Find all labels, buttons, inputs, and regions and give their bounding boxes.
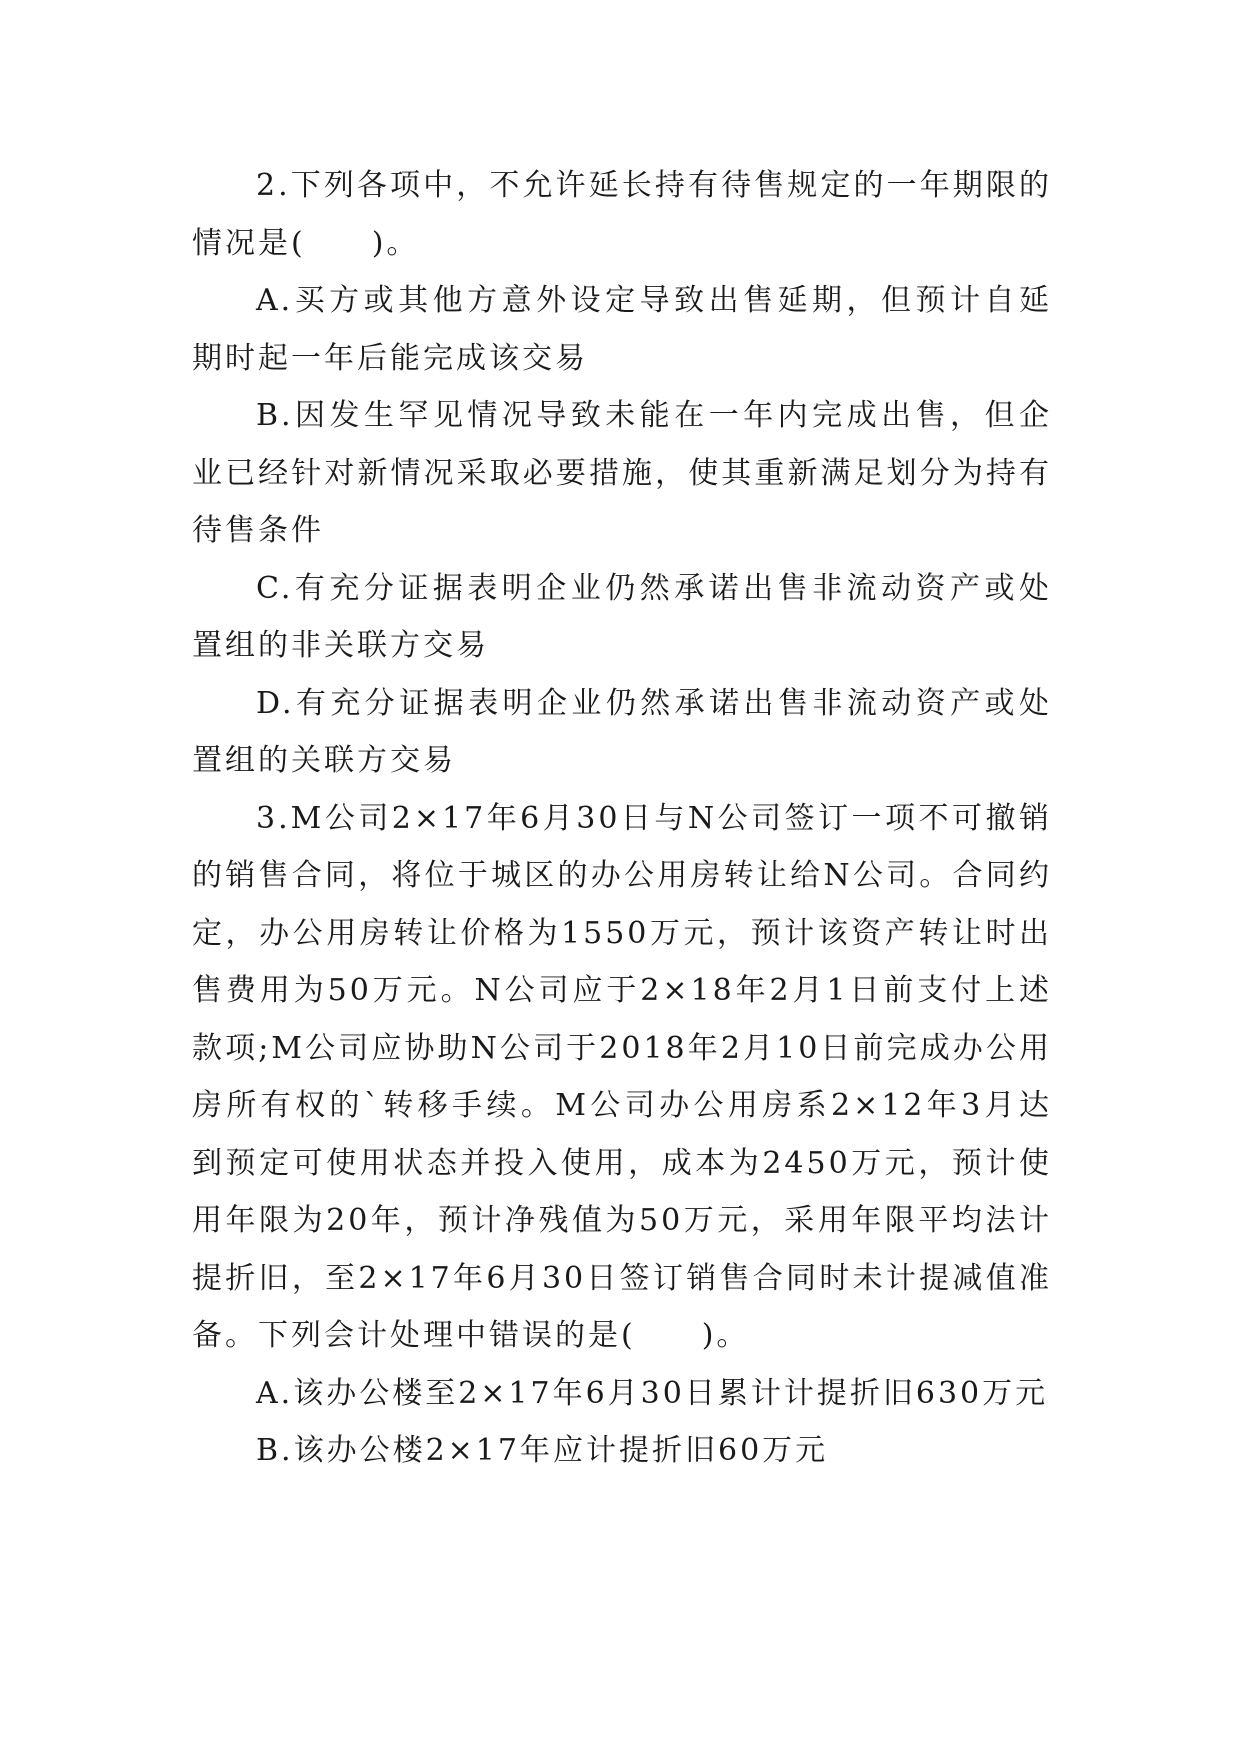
question-2-option-a: A.买方或其他方意外设定导致出售延期，但预计自延期时起一年后能完成该交易 [192, 283, 1052, 376]
question-3-option-b: B.该办公楼2×17年应计提折旧60万元 [256, 1433, 829, 1468]
question-2-option-b: B.因发生罕见情况导致未能在一年内完成出售，但企业已经针对新情况采取必要措施，使其重新满足划分为持有待售条件 [192, 398, 1052, 548]
question-2-option-d: D.有充分证据表明企业仍然承诺出售非流动资产或处置组的关联方交易 [192, 685, 1052, 778]
question-3-option-a: A.该办公楼至2×17年6月30日累计计提折旧630万元 [256, 1375, 1049, 1411]
question-3-stem: 3.M公司2×17年6月30日与N公司签订一项不可撤销的销售合同，将位于城区的办公用房转让给N公司。合同约定，办公用房转让价格为1550万元，预计该资产转让时出售费用为50万元。N公司应于2×18年2月1日前支付上述款项;M公司应协助N公司于2018年2月10日前完成办公用房所有权的`转移手续。M公司办公用房系2×12年3月达到预定可使用状态并投入使用，成本为2450万元，预计使用年限为20年，预计净残值为50万元，采用年限平均法计提折旧，至2×17年6月30日签订销售合同时未计提减值准备。下列会计处理中错误的是( )。 [192, 800, 1052, 1353]
question-2-option-c: C.有充分证据表明企业仍然承诺出售非流动资产或处置组的非关联方交易 [192, 570, 1052, 663]
question-2-stem: 2.下列各项中，不允许延长持有待售规定的一年期限的情况是( )。 [192, 168, 1052, 261]
document-page [192, 157, 1052, 1480]
